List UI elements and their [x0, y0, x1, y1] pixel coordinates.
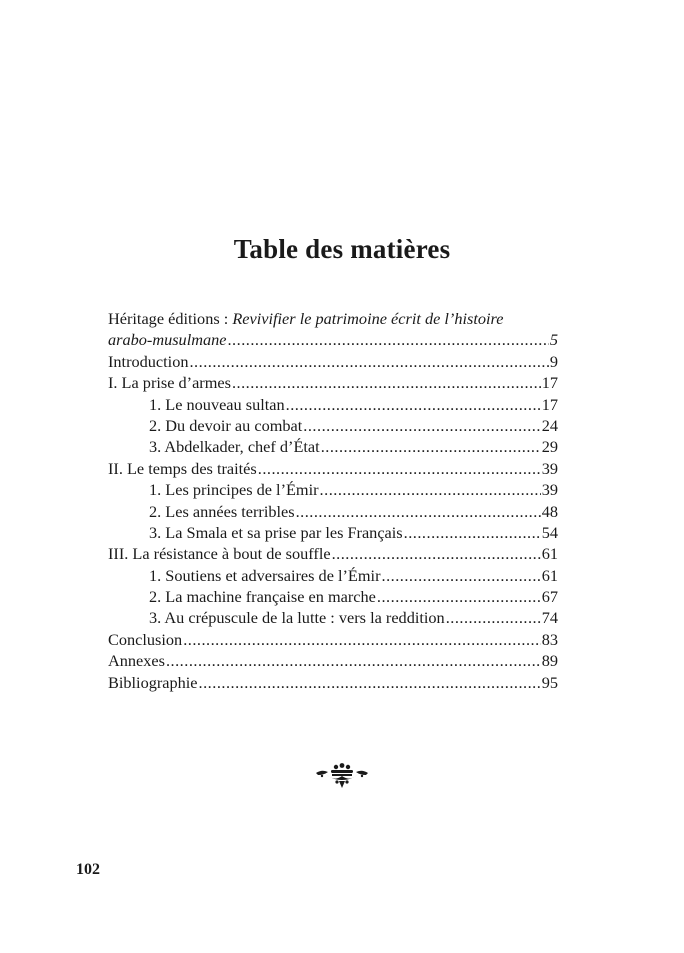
entry-label: Annexes — [108, 651, 165, 671]
page-ref: 39 — [541, 458, 558, 478]
leader-dots — [258, 459, 541, 479]
leader-dots — [286, 395, 541, 415]
page-ref: 29 — [541, 437, 558, 457]
leader-dots — [189, 352, 548, 372]
leader-dots — [199, 673, 541, 693]
leader-dots — [232, 373, 541, 393]
entry-label: I. La prise d’armes — [108, 373, 231, 393]
toc-entry[interactable] — [108, 630, 558, 651]
page-ref: 17 — [541, 373, 558, 393]
page-ref: 61 — [541, 544, 558, 564]
toc-subentry[interactable] — [108, 395, 558, 416]
page-title: Table des matières — [233, 234, 451, 264]
toc-subentry[interactable] — [108, 523, 558, 544]
leader-dots — [377, 587, 541, 607]
preface-label: Héritage éditions : — [108, 309, 233, 328]
leader-dots — [446, 608, 541, 628]
toc-subentry[interactable] — [108, 416, 558, 437]
entry-label: 1. Les principes de l’Émir — [149, 480, 319, 500]
leader-dots — [332, 544, 541, 564]
entry-label: 1. Soutiens et adversaires de l’Émir — [149, 565, 381, 585]
leader-dots — [296, 502, 541, 522]
toc-entry[interactable] — [108, 673, 558, 694]
page-ref: 9 — [549, 351, 558, 371]
toc-entry[interactable] — [108, 352, 558, 373]
table-of-contents — [108, 309, 558, 694]
toc-entry[interactable] — [108, 459, 558, 480]
page-ref: 95 — [541, 672, 558, 692]
toc-subentry[interactable] — [108, 587, 558, 608]
toc-entry[interactable] — [108, 373, 558, 394]
toc-subentry[interactable] — [108, 566, 558, 587]
preface-italic-title-cont: arabo-musulmane — [108, 330, 227, 350]
page-number: 102 — [76, 861, 100, 878]
entry-label: II. Le temps des traités — [108, 458, 257, 478]
entry-label: 2. Du devoir au combat — [149, 415, 303, 435]
page-ref: 89 — [541, 651, 558, 671]
leader-dots — [227, 330, 548, 350]
page-ref: 39 — [541, 480, 558, 500]
entry-label: III. La résistance à bout de souffle — [108, 544, 331, 564]
page-ref: 24 — [541, 415, 558, 435]
entry-label: 3. Abdelkader, chef d’État — [149, 437, 320, 457]
entry-label: Introduction — [108, 351, 189, 371]
entry-label: Conclusion — [108, 629, 183, 649]
page-ref: 61 — [541, 565, 558, 585]
page-ref: 83 — [541, 629, 558, 649]
entry-label: Bibliographie — [108, 672, 198, 692]
leader-dots — [404, 523, 541, 543]
preface-italic-title: Revivifier le patrimoine écrit de l’histoire — [232, 309, 504, 328]
leader-dots — [166, 651, 541, 671]
page-ref: 48 — [541, 501, 558, 521]
entry-label: 3. Au crépuscule de la lutte : vers la reddition — [149, 608, 445, 628]
entry-label: 2. La machine française en marche — [149, 587, 376, 607]
entry-label: 3. La Smala et sa prise par les Français — [149, 522, 403, 542]
page-ref: 17 — [541, 394, 558, 414]
toc-subentry[interactable] — [108, 480, 558, 501]
toc-entry[interactable] — [108, 544, 558, 565]
leader-dots — [320, 480, 541, 500]
fleuron-ornament-icon — [314, 760, 370, 790]
entry-label: 2. Les années terribles — [149, 501, 295, 521]
page-ref: 74 — [541, 608, 558, 628]
toc-subentry[interactable] — [108, 608, 558, 629]
toc-subentry[interactable] — [108, 502, 558, 523]
page-ref: 54 — [541, 522, 558, 542]
page-ref: 67 — [541, 587, 558, 607]
toc-entry-preface-line2[interactable] — [108, 330, 558, 351]
leader-dots — [321, 437, 541, 457]
leader-dots — [382, 566, 541, 586]
leader-dots — [183, 630, 541, 650]
toc-subentry[interactable] — [108, 437, 558, 458]
toc-entry-preface-line1[interactable] — [108, 309, 558, 330]
leader-dots — [303, 416, 540, 436]
toc-entry[interactable] — [108, 651, 558, 672]
page-ref: 5 — [549, 330, 558, 350]
entry-label: 1. Le nouveau sultan — [149, 394, 285, 414]
